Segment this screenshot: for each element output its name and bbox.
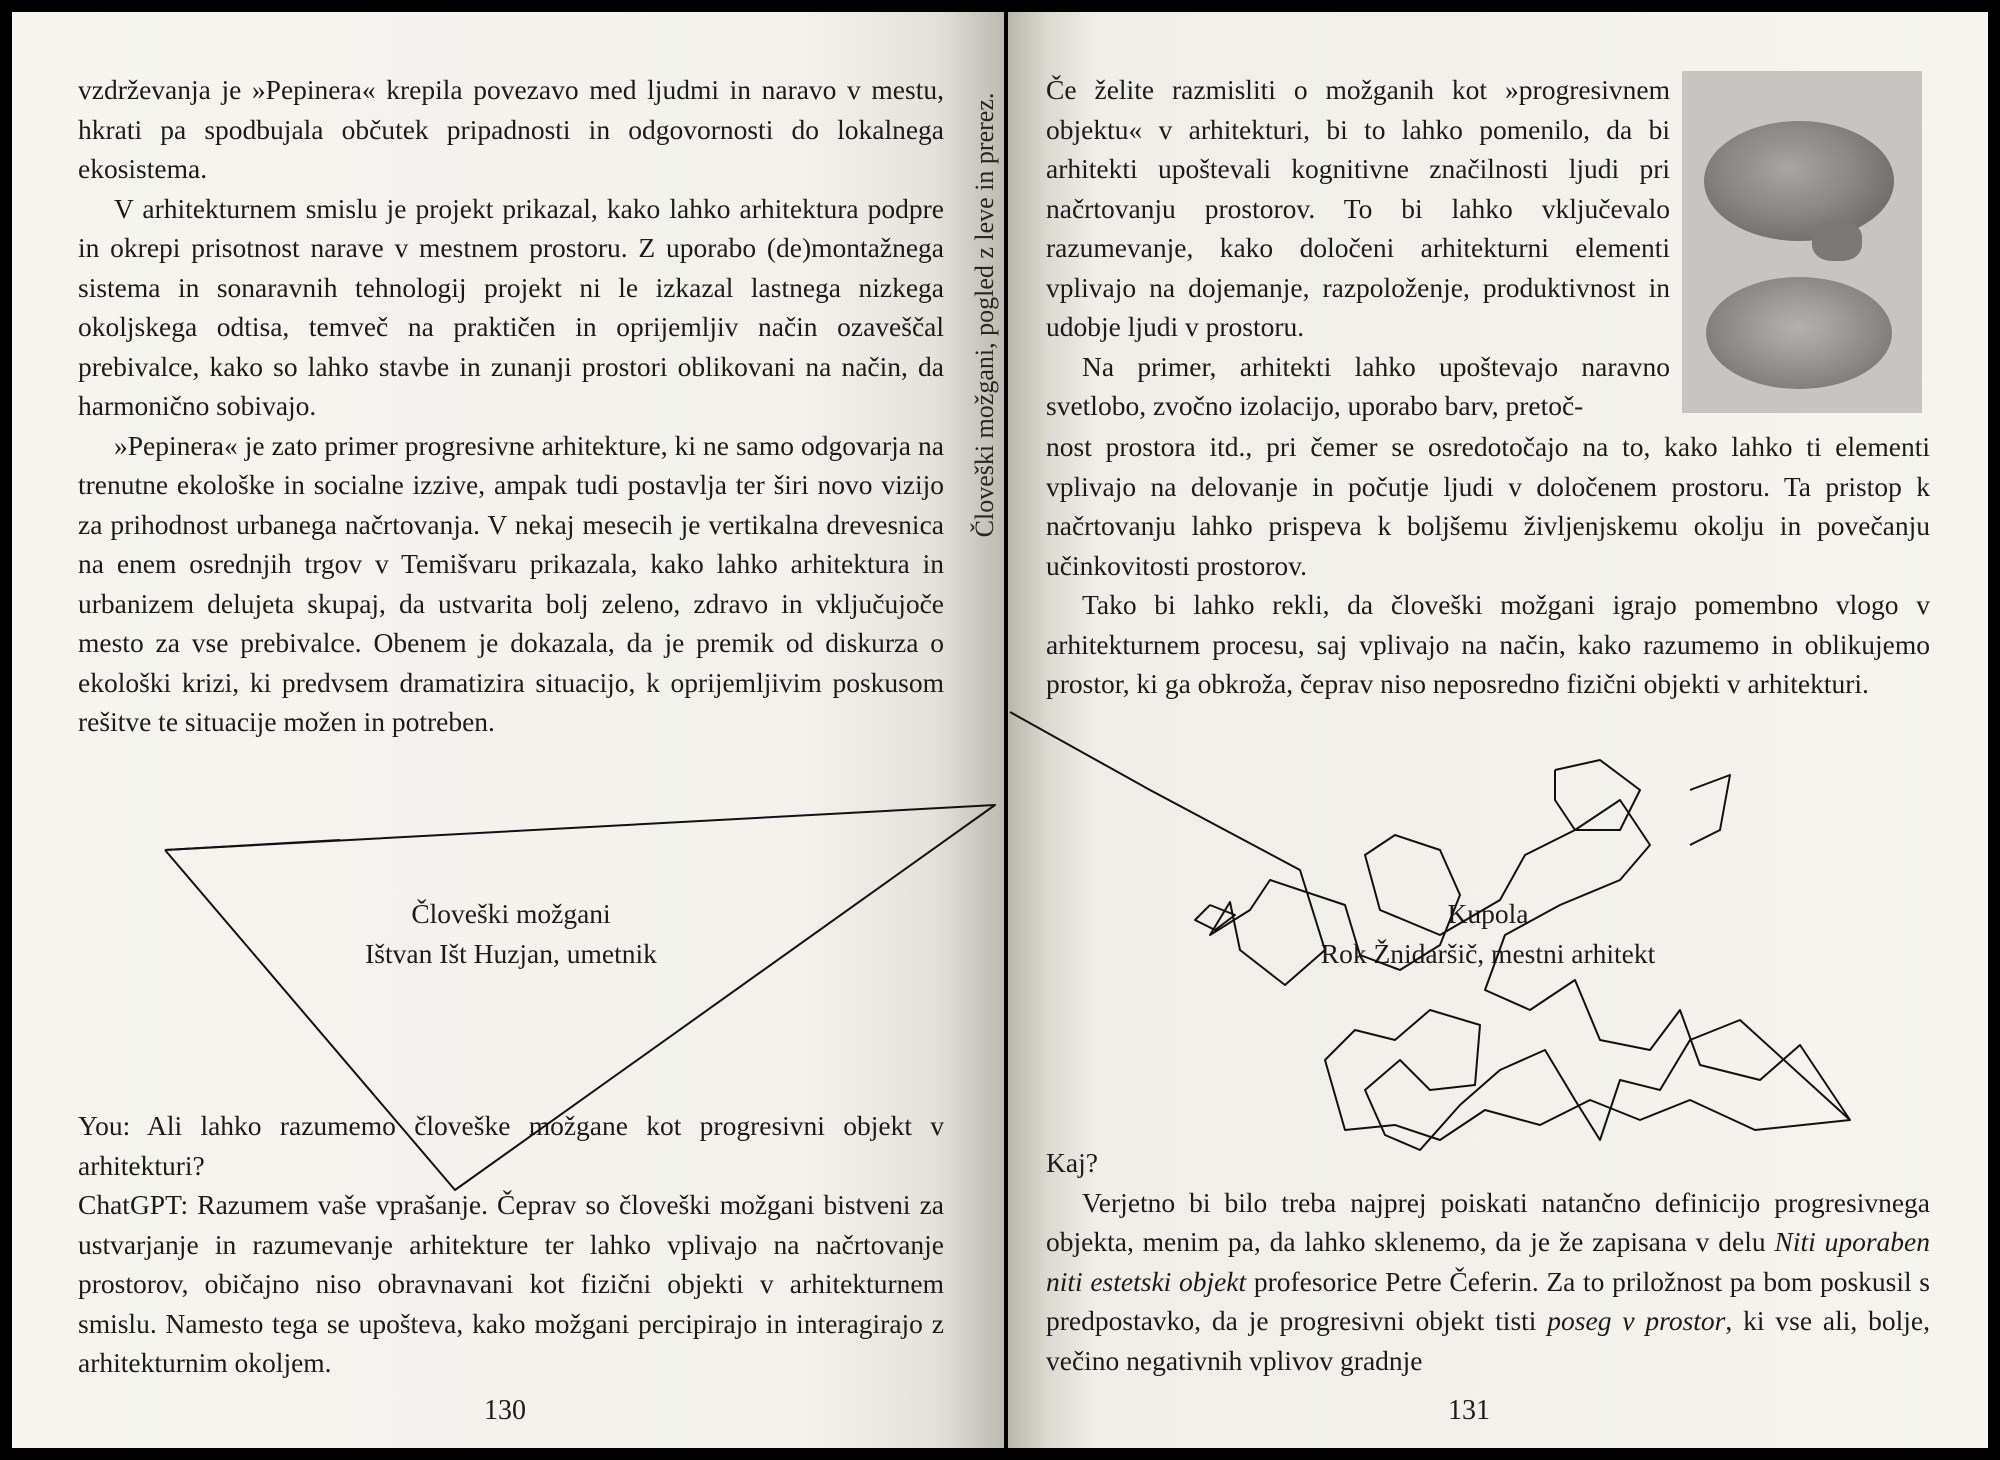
right-top-paragraph [1046,70,1670,426]
paragraph-4-part-2: profesorice Petre Čeferin. Za to priložnost pa bom poskusil s predpostavko, da je progresivni objekt tisti [1046,1265,1930,1336]
right-paragraph-2-rest: nost prostora itd., pri čemer se osredotočajo na to, kako lahko ti elementi vplivajo na delovanje in počutje ljudi v določenem prostoru. Ta pristop k načrtovanju lahko prispeva k boljšemu življenjskemu okolju in povečanju učinkovitosti prostorov. [1046,431,1930,581]
left-paragraph-1: vzdrževanja je »Pepinera« krepila povezavo med ljudmi in naravo v mestu, hkrati pa spodbujala občutek pripadnosti in odgovornosti do lokalnega ekosistema. [78,74,944,184]
spine-photo-caption: Človeški možgani, pogled z leve in prerez. [970,92,999,538]
right-page-number: 131 [1448,1395,1490,1426]
left-paragraph-2: V arhitekturnem smislu je projekt prikazal, kako lahko arhitektura podpre in okrepi prisotnost narave v mestnem prostoru. Z uporabo (de)montažnega sistema in sonaravnih tehnologij projekt ni le izkazal lastnega nizkega okoljskega odtisa, temveč na praktičen in oprijemljiv način ozaveščal prebivalce, kako so lahko stavbe in zunanji prostori oblikovani na način, da harmonično sobivajo. [78,192,944,421]
right-paragraph-4 [1046,1183,1930,1381]
left-page-body [78,70,944,742]
question-kaj: Kaj? [1046,1147,1098,1178]
right-paragraph-2-start: Na primer, arhitekti lahko upoštevajo naravno svetlobo, zvočno izolacijo, uporabo barv, pretoč- [1046,350,1670,421]
book-title-italic: Niti uporaben niti estetski objekt [1046,1226,1931,1297]
brain-side-view [1704,121,1894,241]
left-page [12,12,1004,1448]
brain-photo [1682,71,1922,413]
right-paragraph-3: Tako bi lahko rekli, da človeški možgani igrajo pomembno vlogo v arhitekturnem procesu, saj vplivajo na način, kako razumemo in oblikujemo prostor, ki ga obkroža, čeprav niso neposredno fizični objekti v arhitekturi. [1046,589,1930,699]
left-caption-author: Ištvan Išt Huzjan, umetnik [365,937,657,969]
dialogue-answer: ChatGPT: Razumem vaše vprašanje. Čeprav so človeški možgani bistveni za ustvarjanje in razumevanje arhitekture ter lahko vplivajo na načrtovanje prostorov, običajno niso obravnavani kot fizični objekti v arhitekturnem smislu. Namesto tega se upošteva, kako možgani percipirajo in interagirajo z arhitekturnim okoljem. [78,1189,944,1378]
left-paragraph-3: »Pepinera« je zato primer progresivne arhitekture, ki ne samo odgovarja na trenutne ekološke in socialne izzive, ampak tudi postavlja ter širi novo vizijo za prihodnost urbanega načrtovanja. V nekaj mesecih je vertikalna drevesnica na enem osrednjih trgov v Temišvaru prikazala, kako lahko arhitektura in urbanizem delujeta skupaj, da ustvarita bolj zeleno, zdravo in vključujoče mesto za vse prebivalce. Obenem je dokazala, da je premik od diskurza o ekološki krizi, ki predvsem dramatizira situacijo, k oprijemljivim poskusom rešitve te situacije možen in potreben. [78,429,944,737]
left-caption [78,894,944,973]
poseg-italic: poseg v prostor [1547,1305,1726,1336]
brain-stem [1812,221,1862,261]
right-paragraph-1: Če želite razmisliti o možganih kot »progresivnem objektu« v arhitekturi, bi to lahko pomenilo, da bi arhitekti upoštevali kognitivne značilnosti ljudi pri načrtovanju prostorov. To bi lahko vključevalo razumevanje, kako določeni arhitekturni elementi vplivajo na dojemanje, razpoloženje, produktivnost in udobje ljudi v prostoru. [1046,74,1670,342]
left-page-number: 130 [484,1395,526,1426]
right-page [1008,12,1988,1448]
paragraph-4-part-3: , ki vse ali, bolje, večino negativnih vplivov gradnje [1046,1305,1930,1376]
dialogue-question: You: Ali lahko razumemo človeške možgane kot progresivni objekt v arhitekturi? [78,1110,944,1181]
right-caption-author: Rok Žnidaršič, mestni arhitekt [1320,937,1656,969]
brain-cross-section [1706,277,1892,389]
right-bottom-text [1046,1143,1930,1380]
right-caption [1046,894,1930,973]
right-mid-text [1046,427,1930,704]
paragraph-4-part-1: Verjetno bi bilo treba najprej poiskati natančno definicijo progresivnega objekta, menim pa, da lahko sklenemo, da je že zapisana v delu [1046,1186,1930,1257]
chat-dialogue [78,1106,944,1383]
right-caption-title: Kupola [1447,898,1529,929]
left-caption-title: Človeški možgani [411,898,611,929]
